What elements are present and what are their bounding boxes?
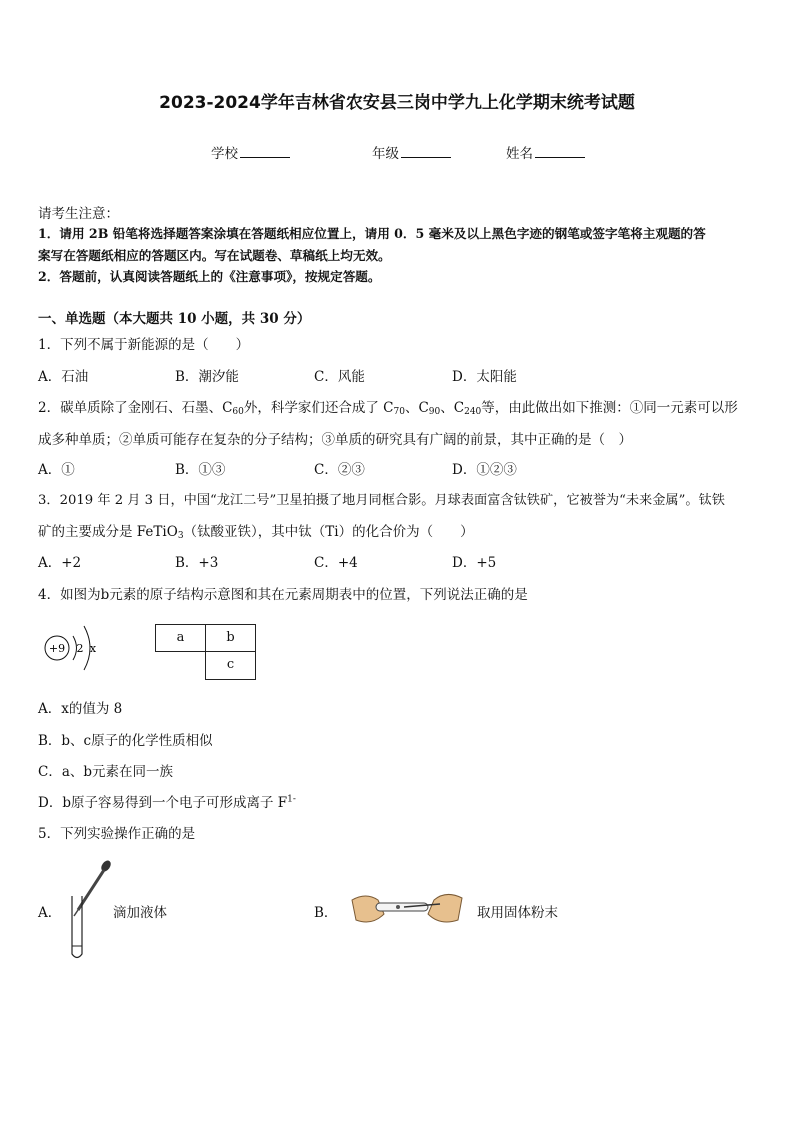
notice-heading: 请考生注意： bbox=[38, 206, 119, 222]
q2-option-c[interactable]: C．②③ bbox=[314, 462, 365, 478]
q3-option-d[interactable]: D．+5 bbox=[452, 555, 497, 571]
q5-stem: 5．下列实验操作正确的是 bbox=[38, 826, 196, 842]
powder-svg bbox=[348, 886, 466, 932]
q3-text-b: （钛酸亚铁），其中钛（Ti）的化合价为（ ） bbox=[183, 524, 474, 540]
q2-stem-line2: 成多种单质；②单质可能存在复杂的分子结构；③单质的研究具有广阔的前景，其中正确的是（ ） bbox=[38, 432, 632, 448]
q2-sub-3: 90 bbox=[428, 407, 441, 417]
q3-option-b[interactable]: B．+3 bbox=[175, 555, 219, 571]
dropper-test-tube-image bbox=[62, 858, 112, 964]
q5-option-b-text: 取用固体粉末 bbox=[477, 905, 558, 921]
q1-stem: 1．下列不属于新能源的是（ ） bbox=[38, 337, 250, 353]
q1-option-d[interactable]: D．太阳能 bbox=[452, 369, 517, 385]
nucleus-charge: +9 bbox=[48, 642, 66, 655]
q2-text-3: 、C bbox=[404, 400, 429, 416]
school-field[interactable] bbox=[211, 142, 290, 162]
dropper-bulb bbox=[99, 859, 112, 873]
q5-option-b-letter[interactable]: B． bbox=[314, 905, 338, 921]
q2-text-1: 2．碳单质除了金刚石、石墨、C bbox=[38, 400, 233, 416]
q2-option-d[interactable]: D．①②③ bbox=[452, 462, 517, 478]
shell1-count: 2 bbox=[76, 642, 84, 655]
notice-item2: 2．答题前，认真阅读答题纸上的《注意事项》，按规定答题。 bbox=[38, 269, 381, 284]
dropper-tip bbox=[74, 910, 78, 916]
notice-item1-line1: 1．请用 2B 铅笔将选择题答案涂填在答题纸相应位置上，请用 0．5 毫米及以上黑色字迹的钢笔或签字笔将主观题的答 bbox=[38, 226, 706, 241]
q2-text-5: 等，由此做出如下推测：①同一元素可以形 bbox=[481, 400, 738, 416]
atom-diagram-svg bbox=[40, 612, 120, 684]
q4-stem: 4．如图为b元素的原子结构示意图和其在元素周期表中的位置，下列说法正确的是 bbox=[38, 587, 528, 603]
q4-option-b[interactable]: B．b、c原子的化学性质相似 bbox=[38, 733, 213, 749]
dropper-svg bbox=[62, 858, 112, 964]
school-label: 学校 bbox=[211, 146, 238, 162]
name-label: 姓名 bbox=[506, 146, 533, 162]
q3-text-a: 矿的主要成分是 FeTiO bbox=[38, 524, 178, 540]
q4-option-d-text: D．b原子容易得到一个电子可形成离子 F bbox=[38, 795, 288, 811]
right-hand bbox=[428, 894, 462, 922]
q3-stem-line2 bbox=[38, 520, 474, 541]
shell2-count: x bbox=[89, 642, 97, 655]
q4-option-d-sup: 1- bbox=[287, 794, 296, 805]
q2-sub-2: 70 bbox=[393, 407, 405, 417]
periodic-cell-c: c bbox=[205, 651, 256, 680]
horizontal-test-tube bbox=[376, 903, 428, 911]
grade-label: 年级 bbox=[372, 146, 399, 162]
atom-structure-diagram bbox=[40, 612, 120, 684]
section-heading: 一、单选题（本大题共 10 小题，共 30 分） bbox=[38, 311, 311, 327]
q1-option-a[interactable]: A．石油 bbox=[38, 369, 89, 385]
q1-option-b[interactable]: B．潮汐能 bbox=[175, 369, 239, 385]
powder bbox=[396, 905, 400, 909]
q4-option-c[interactable]: C．a、b元素在同一族 bbox=[38, 764, 174, 780]
q2-text-2: 外，科学家们还合成了 C bbox=[243, 400, 394, 416]
q1-option-c[interactable]: C．风能 bbox=[314, 369, 365, 385]
q5-option-a-text: 滴加液体 bbox=[113, 905, 167, 921]
q3-option-a[interactable]: A．+2 bbox=[38, 555, 82, 571]
grade-blank[interactable] bbox=[401, 143, 451, 158]
grade-field[interactable] bbox=[372, 142, 451, 162]
periodic-cell-b: b bbox=[205, 624, 256, 652]
q4-option-a[interactable]: A．x的值为 8 bbox=[38, 701, 123, 717]
name-field[interactable] bbox=[506, 142, 585, 162]
q2-stem-line1 bbox=[38, 396, 738, 417]
q2-sub-4: 240 bbox=[464, 407, 482, 417]
q4-option-d[interactable] bbox=[38, 791, 296, 811]
periodic-cell-a: a bbox=[155, 624, 206, 652]
q3-option-c[interactable]: C．+4 bbox=[314, 555, 358, 571]
page-title: 2023-2024学年吉林省农安县三岗中学九上化学期末统考试题 bbox=[159, 93, 635, 113]
q5-option-a-letter[interactable]: A． bbox=[38, 905, 62, 921]
q3-stem-line1: 3．2019 年 2 月 3 日，中国“龙江二号”卫星拍摄了地月同框合影。月球表面富含钛铁矿，它被誉为“未来金属”。钛铁 bbox=[38, 493, 725, 508]
q2-text-4: 、C bbox=[440, 400, 465, 416]
q3-sub: 3 bbox=[177, 531, 184, 541]
powder-hands-image bbox=[348, 886, 466, 932]
q2-sub-1: 60 bbox=[232, 407, 244, 417]
notice-item1-line2: 案写在答题纸相应的答题区内。写在试题卷、草稿纸上均无效。 bbox=[38, 248, 391, 263]
q2-option-a[interactable]: A．① bbox=[38, 462, 75, 478]
name-blank[interactable] bbox=[535, 143, 585, 158]
school-blank[interactable] bbox=[240, 143, 290, 158]
q2-option-b[interactable]: B．①③ bbox=[175, 462, 226, 478]
